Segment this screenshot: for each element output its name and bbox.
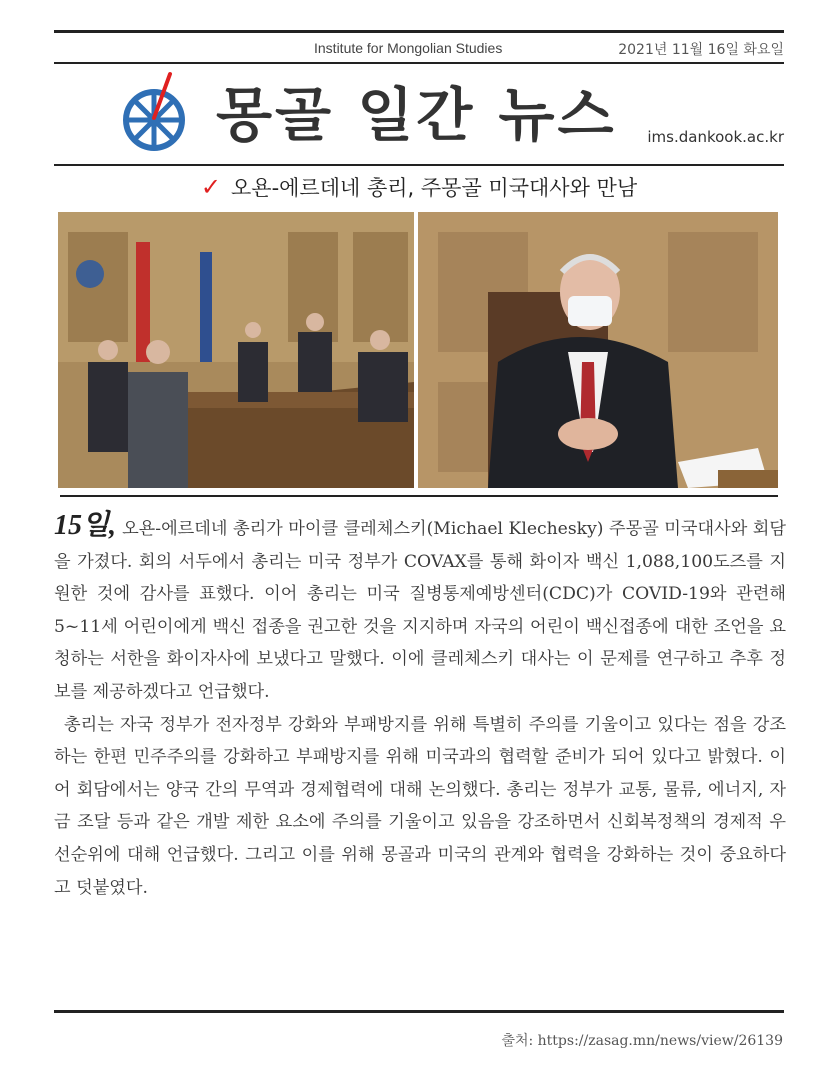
article-photos	[58, 212, 778, 488]
article-body	[54, 510, 786, 904]
date-lead: 15일,	[54, 510, 117, 541]
institute-name: Institute for Mongolian Studies	[314, 40, 503, 56]
paragraph-2: 총리는 자국 정부가 전자정부 강화와 부패방지를 위해 특별히 주의를 기울이고 있다는 점을 강조하는 한편 민주주의를 강화하고 부패방지를 위해 미국과의 협력할 준비가 되어 있다고 밝혔다. 이어 회담에서는 양국 간의 무역과 경제협력에 대해 논의했다. 총리는 정부가 교통, 물류, 에너지, 자금 조달 등과 같은 개발 제한 요소에 주의를 기울이고 있음을 강조하면서 신회복정책의 경제적 우선순위에 대해 언급했다. 그리고 이를 위해 몽골과 미국의 관계와 협력을 강화하는 것이 중요하다고 덧붙였다.	[54, 714, 786, 898]
meeting-room-photo	[58, 212, 414, 488]
masthead-rule	[54, 164, 784, 166]
masthead	[54, 62, 784, 162]
source-citation: 출처: https://zasag.mn/news/view/26139	[501, 1033, 783, 1049]
ambassador-photo	[418, 212, 778, 488]
photo-rule	[60, 495, 778, 497]
top-meta-bar	[54, 38, 784, 60]
site-url: ims.dankook.ac.kr	[647, 128, 784, 146]
top-rule	[54, 30, 784, 33]
newsletter-title: 몽골 일간 뉴스	[216, 81, 617, 149]
paragraph-1-text: 오욘-에르데네 총리가 마이클 클레체스키(Michael Klechesky) 주몽골 미국대사와 회담을 가졌다. 회의 서두에서 총리는 미국 정부가 COVAX를 통해 화이자 백신 1,088,100도즈를 지원한 것에 감사를 표했다. 이어 총리는 미국 질병통제예방센터(CDC)가 COVID-19와 관련해 5~11세 어린이에게 백신 접종을 권고한 것을 지지하며 자국의 어린이 백신접종에 대한 조언을 요청하는 서한을 화이자사에 보냈다고 말했다. 이에 클레체스키 대사는 이 문제를 연구하고 추후 정보를 제공하겠다고 언급했다.	[54, 519, 786, 702]
paragraph-1	[54, 510, 786, 709]
headline-text: 오욘-에르데네 총리, 주몽골 미국대사와 만남	[231, 176, 638, 200]
issue-date: 2021년 11월 16일 화요일	[618, 42, 784, 58]
check-icon: ✓	[200, 173, 221, 201]
wheel-logo-icon	[120, 70, 192, 154]
bottom-rule	[54, 1010, 784, 1013]
article-headline	[54, 172, 784, 206]
